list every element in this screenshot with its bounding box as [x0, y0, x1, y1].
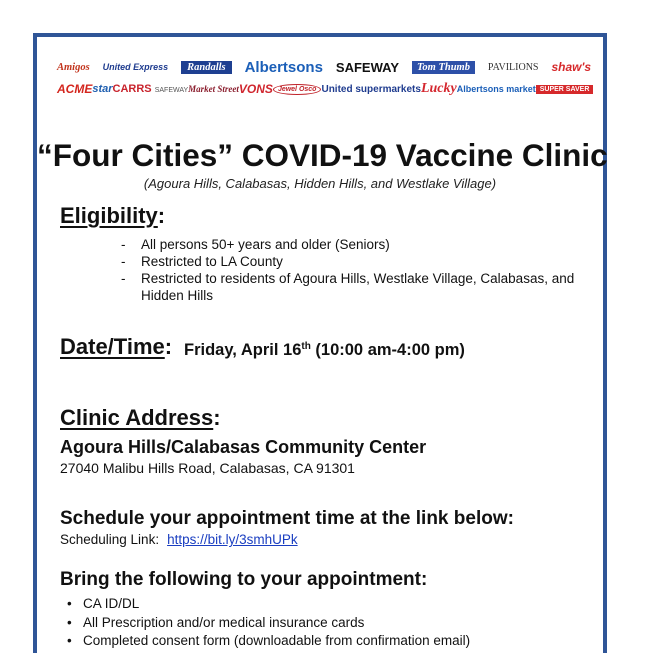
date-text: Friday, April 16 [184, 341, 302, 359]
list-item: • All Prescription and/or medical insurance cards [67, 614, 470, 633]
logo-row-2 [57, 79, 591, 99]
vons-logo: VONS [238, 82, 273, 96]
pavilions-logo: PAVILIONS [487, 61, 539, 73]
scheduling-link-label: Scheduling Link: [60, 532, 160, 547]
clinic-address-heading-text: Clinic Address [60, 405, 214, 430]
bring-list [67, 595, 470, 651]
market-street-logo: Market Street [188, 84, 239, 94]
eligibility-heading-text: Eligibility [60, 203, 158, 228]
eligibility-colon: : [157, 203, 166, 228]
schedule-heading: Schedule your appointment time at the link below: [60, 508, 514, 529]
carrs-logo-text: CARRS [112, 83, 152, 95]
clinic-address-colon: : [213, 405, 221, 430]
page-title: “Four Cities” COVID-19 Vaccine Clinic [37, 137, 608, 173]
logo-row-1 [57, 57, 591, 77]
scheduling-link-line [60, 532, 298, 547]
clinic-address-heading [60, 405, 221, 431]
eligibility-list [117, 236, 577, 304]
scheduling-link[interactable]: https://bit.ly/3smhUPk [167, 532, 298, 547]
eligibility-heading [60, 203, 165, 229]
united-express-logo: United Express [102, 62, 169, 72]
united-supermarkets-logo: United supermarkets [321, 83, 421, 95]
jewel-osco-logo: Jewel Osco [273, 84, 322, 95]
tom-thumb-logo: Tom Thumb [412, 61, 475, 74]
list-item: - All persons 50+ years and older (Seniors) [117, 236, 577, 253]
datetime-heading [60, 334, 172, 360]
list-item: • Completed consent form (downloadable from confirmation email) [67, 632, 470, 651]
safeway-logo: SAFEWAY [335, 59, 399, 75]
lucky-logo: Lucky [420, 81, 457, 96]
street-address: 27040 Malibu Hills Road, Calabasas, CA 91301 [60, 460, 355, 476]
randalls-logo: Randalls [181, 61, 232, 74]
datetime-colon: : [164, 334, 173, 359]
albertsons-market-logo: Albertsons market [456, 84, 536, 94]
carrs-safeway-text: SAFEWAY [154, 87, 189, 94]
datetime-value [184, 341, 465, 360]
bring-heading: Bring the following to your appointment: [60, 569, 428, 590]
list-item: - Restricted to residents of Agoura Hills, Westlake Village, Calabasas, and Hidden Hills [117, 270, 577, 304]
datetime-heading-text: Date/Time [60, 334, 165, 359]
page-subtitle: (Agoura Hills, Calabasas, Hidden Hills, and Westlake Village) [143, 176, 497, 191]
amigos-logo: Amigos [57, 61, 90, 73]
shaws-logo: shaw's [551, 60, 591, 74]
date-ordinal: th [301, 341, 311, 352]
star-market-logo: star [92, 83, 113, 95]
store-logos [57, 57, 591, 101]
list-item: • CA ID/DL [67, 595, 470, 614]
list-item: - Restricted to LA County [117, 253, 577, 270]
flyer-frame [33, 33, 607, 653]
time-range: (10:00 am-4:00 pm) [310, 341, 465, 359]
albertsons-logo: Albertsons [244, 58, 323, 76]
carrs-logo [113, 83, 189, 95]
acme-logo: ACME [57, 82, 93, 96]
super-saver-logo: SUPER SAVER [536, 85, 594, 94]
venue-name: Agoura Hills/Calabasas Community Center [60, 437, 427, 457]
